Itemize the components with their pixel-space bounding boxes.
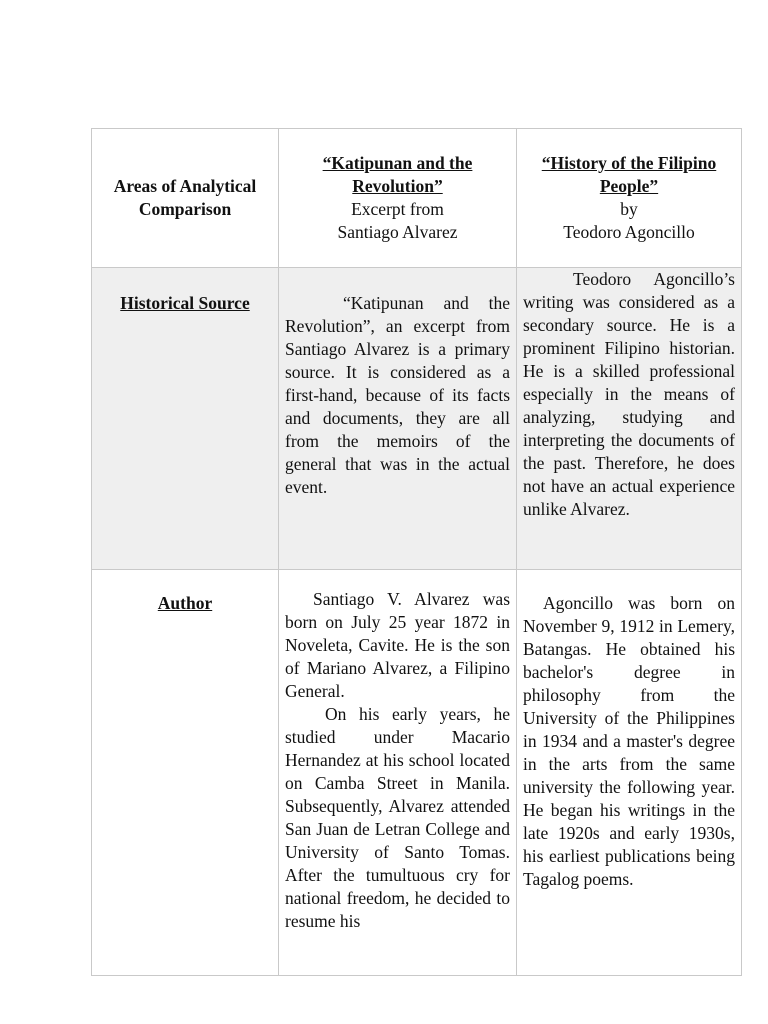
- historical-source-agoncillo-text: Teodoro Agoncillo’s writing was considered as a secondary source. He is a prominent Filipino historian. He is a skilled professional especially in the means of analyzing, studying and interpreting the documents of the past. Therefore, he does not have an actual experience unlike Alvarez.: [523, 269, 735, 519]
- comparison-table: [91, 128, 742, 976]
- header-alvarez-sub2: Santiago Alvarez: [337, 222, 458, 242]
- header-agoncillo-sub2: Teodoro Agoncillo: [563, 222, 695, 242]
- historical-source-agoncillo-cell: [517, 268, 742, 570]
- author-alvarez-paragraph-1: Santiago V. Alvarez was born on July 25 year 1872 in Noveleta, Cavite. He is the son of Mariano Alvarez, a Filipino General.: [285, 589, 510, 701]
- author-agoncillo-cell: [517, 570, 742, 976]
- header-agoncillo-sub1: by: [620, 199, 638, 219]
- author-alvarez-paragraph-2: On his early years, he studied under Macario Hernandez at his school located on Camba Street in Manila. Subsequently, Alvarez attended San Juan de Letran College and University of Santo Tomas. After the tumultuous cry for national freedom, he decided to resume his: [285, 704, 510, 931]
- header-areas-label: Areas of Analytical Comparison: [113, 176, 257, 219]
- header-agoncillo-cell: [517, 129, 742, 268]
- historical-source-row: [92, 268, 742, 570]
- author-alvarez-text-clip: [285, 588, 510, 953]
- author-row: [92, 570, 742, 976]
- historical-source-alvarez-cell: [279, 268, 517, 570]
- header-row: [92, 129, 742, 268]
- header-alvarez-cell: [279, 129, 517, 268]
- author-agoncillo-text: Agoncillo was born on November 9, 1912 in Lemery, Batangas. He obtained his bachelor's degree in philosophy from the University of the Philippines in 1934 and a master's degree in the arts from the same university the following year. He began his writings in the late 1920s and early 1930s, his earliest publications being Tagalog poems.: [523, 593, 735, 889]
- header-areas-cell: [92, 129, 279, 268]
- historical-source-alvarez-text: “Katipunan and the Revolution”, an excerpt from Santiago Alvarez is a primary source. It is considered as a first-hand, because of its facts and documents, they are all from the memoirs of the general that was in the actual event.: [285, 293, 510, 497]
- header-agoncillo-title: “History of the Filipino People”: [541, 153, 717, 196]
- author-label-cell: [92, 570, 279, 976]
- header-alvarez-title: “Katipunan and the Revolution”: [322, 153, 473, 196]
- author-alvarez-cell: [279, 570, 517, 976]
- author-label: Author: [157, 593, 213, 613]
- historical-source-label-cell: [92, 268, 279, 570]
- historical-source-label: Historical Source: [120, 293, 250, 313]
- header-alvarez-sub1: Excerpt from: [351, 199, 444, 219]
